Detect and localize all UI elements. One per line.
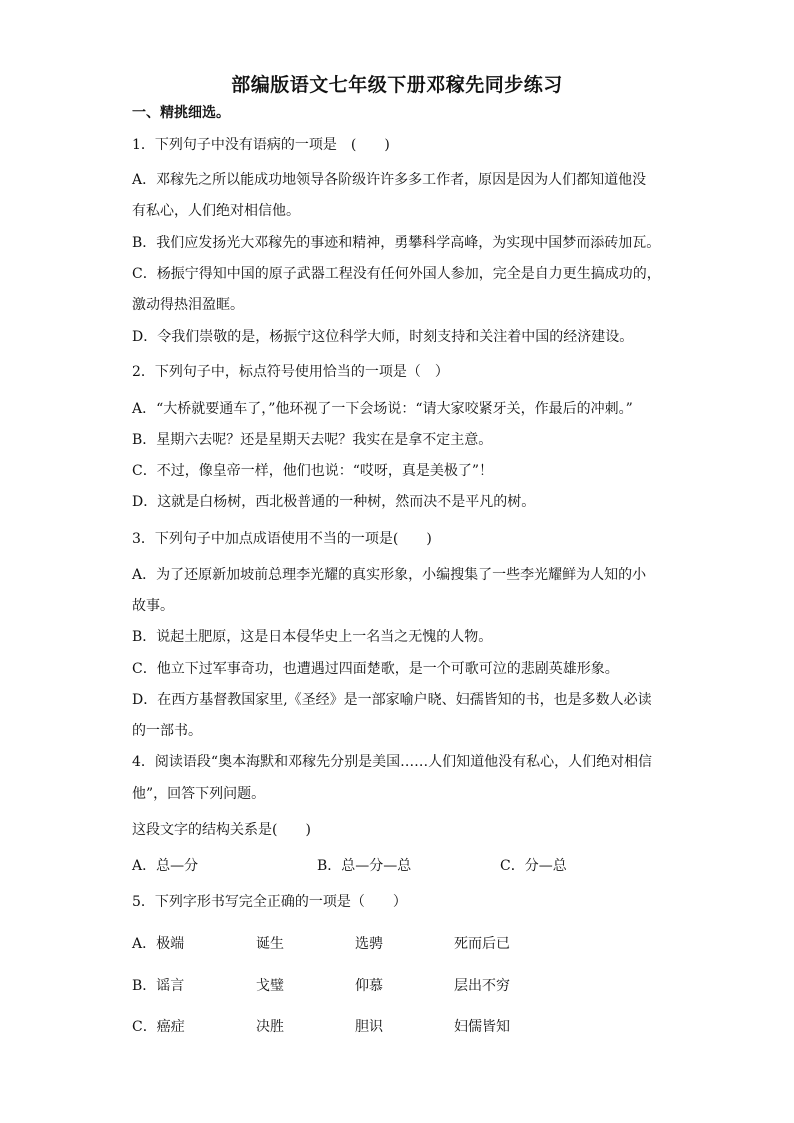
q3-option-a-line2: 故事。 bbox=[132, 598, 174, 614]
q5-stem: 5．下列字形书写完全正确的一项是（ ） bbox=[132, 894, 407, 910]
q5-row-a-col4: 死而后已 bbox=[454, 936, 510, 952]
q5-row-a-col2: 诞生 bbox=[256, 936, 284, 952]
q5-row-a-col3: 选骋 bbox=[355, 936, 383, 952]
q1-option-b: B．我们应发扬光大邓稼先的事迹和精神，勇攀科学高峰，为实现中国梦而添砖加瓦。 bbox=[132, 235, 661, 251]
q4-subquestion: 这段文字的结构关系是( ) bbox=[132, 822, 311, 838]
q2-option-a: A．“大桥就要通车了，”他环视了一下会场说：“请大家咬紧牙关，作最后的冲刺。” bbox=[132, 401, 633, 417]
page-title: 部编版语文七年级下册邓稼先同步练习 bbox=[231, 74, 563, 96]
q2-option-b: B．星期六去呢？还是星期天去呢？我实在是拿不定主意。 bbox=[132, 432, 493, 448]
q3-stem: 3．下列句子中加点成语使用不当的一项是( ) bbox=[132, 531, 432, 547]
q5-row-c-col3: 胆识 bbox=[355, 1019, 383, 1035]
q3-option-a-line1: A．为了还原新加坡前总理李光耀的真实形象，小编搜集了一些李光耀鲜为人知的小 bbox=[132, 567, 647, 583]
q4-stem-line1: 4．阅读语段“奥本海默和邓稼先分别是美国……人们知道他没有私心，人们绝对相信 bbox=[132, 754, 653, 770]
q5-row-b-col1: B．谣言 bbox=[132, 978, 185, 994]
q1-stem: 1．下列句子中没有语病的一项是 ( ) bbox=[132, 137, 390, 153]
q3-option-c: C．他立下过军事奇功，也遭遇过四面楚歌，是一个可歌可泣的悲剧英雄形象。 bbox=[132, 661, 619, 677]
q4-option-b: B．总—分—总 bbox=[317, 858, 412, 874]
q5-row-b-col3: 仰慕 bbox=[355, 978, 383, 994]
q1-option-c-line2: 激动得热泪盈眶。 bbox=[132, 297, 244, 313]
q4-option-a: A．总—分 bbox=[132, 858, 199, 874]
q3-option-b: B．说起土肥原，这是日本侵华史上一名当之无愧的人物。 bbox=[132, 629, 493, 645]
q5-row-c-col2: 决胜 bbox=[256, 1019, 284, 1035]
q2-option-d: D．这就是白杨树，西北极普通的一种树，然而决不是平凡的树。 bbox=[132, 494, 536, 510]
q5-row-b-col4: 层出不穷 bbox=[454, 978, 510, 994]
q4-stem-line2: 他”，回答下列问题。 bbox=[132, 786, 266, 802]
q2-stem: 2．下列句子中，标点符号使用恰当的一项是（ ） bbox=[132, 364, 449, 380]
q3-option-d-line1: D．在西方基督教国家里,《圣经》是一部家喻户晓、妇孺皆知的书，也是多数人必读 bbox=[132, 692, 652, 708]
q5-row-b-col2: 戈璧 bbox=[256, 978, 284, 994]
q5-row-c-col4: 妇儒皆知 bbox=[454, 1019, 510, 1035]
section-heading: 一、精挑细选。 bbox=[132, 105, 230, 121]
q1-option-a-line1: A．邓稼先之所以能成功地领导各阶级许许多多工作者，原因是因为人们都知道他没 bbox=[132, 172, 647, 188]
q1-option-c-line1: C．杨振宁得知中国的原子武器工程没有任何外国人参加，完全是自力更生搞成功的， bbox=[132, 266, 661, 282]
q1-option-d: D．令我们崇敬的是，杨振宁这位科学大师，时刻支持和关注着中国的经济建设。 bbox=[132, 329, 634, 345]
q1-option-a-line2: 有私心，人们绝对相信他。 bbox=[132, 203, 300, 219]
q2-option-c: C．不过，像皇帝一样，他们也说：“哎呀，真是美极了”！ bbox=[132, 463, 494, 479]
q3-option-d-line2: 的一部书。 bbox=[132, 723, 202, 739]
q5-row-a-col1: A．极端 bbox=[132, 936, 185, 952]
q5-row-c-col1: C．癌症 bbox=[132, 1019, 185, 1035]
q4-option-c: C．分—总 bbox=[500, 858, 567, 874]
